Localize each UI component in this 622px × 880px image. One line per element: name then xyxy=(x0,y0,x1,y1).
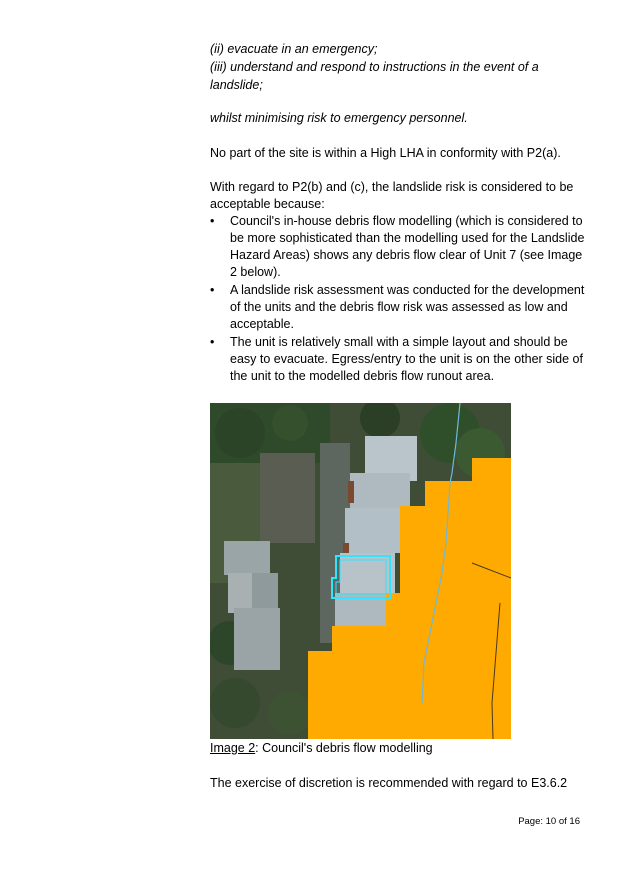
caption-text: : Council's debris flow modelling xyxy=(255,741,433,755)
paragraph-p2-line-1: With regard to P2(b) and (c), the landslide risk is considered to be xyxy=(210,180,574,194)
closing-paragraph: The exercise of discretion is recommended with regard to E3.6.2 xyxy=(210,776,568,790)
text-line-4: whilst minimising risk to emergency personnel. xyxy=(210,111,468,125)
paragraph-p2-line-2: acceptable because: xyxy=(210,197,325,211)
debris-flow-map-image xyxy=(210,403,511,739)
bullet-icon: • xyxy=(210,283,215,297)
bullet-text: The unit is relatively small with a simple layout and should be easy to evacuate. Egress/entry to the unit is on the other side of the unit to the modelled debris flow runout area. xyxy=(230,335,583,383)
paragraph-lha: No part of the site is within a High LHA in conformity with P2(a). xyxy=(210,146,561,160)
bullet-icon: • xyxy=(210,214,215,228)
figure-caption xyxy=(210,740,433,757)
bullet-list xyxy=(210,213,590,386)
bullet-text: A landslide risk assessment was conducted for the development of the units and the debris flow risk was assessed as low and acceptable. xyxy=(230,283,585,331)
bullet-item xyxy=(210,334,590,385)
text-line-2: (iii) understand and respond to instructions in the event of a xyxy=(210,60,539,74)
text-line-1: (ii) evacuate in an emergency; xyxy=(210,42,378,56)
bullet-icon: • xyxy=(210,335,215,349)
text-line-3: landslide; xyxy=(210,78,263,92)
aerial-map xyxy=(210,403,511,739)
caption-label: Image 2 xyxy=(210,741,256,755)
page-number: Page: 10 of 16 xyxy=(518,816,580,827)
bullet-item xyxy=(210,213,590,281)
bullet-text: Council's in-house debris flow modelling (which is considered to be more sophisticated than the modelling used for the Landslide Hazard Areas) shows any debris flow clear of Unit 7 (see Image 2 below). xyxy=(230,214,585,279)
bullet-item xyxy=(210,282,590,333)
